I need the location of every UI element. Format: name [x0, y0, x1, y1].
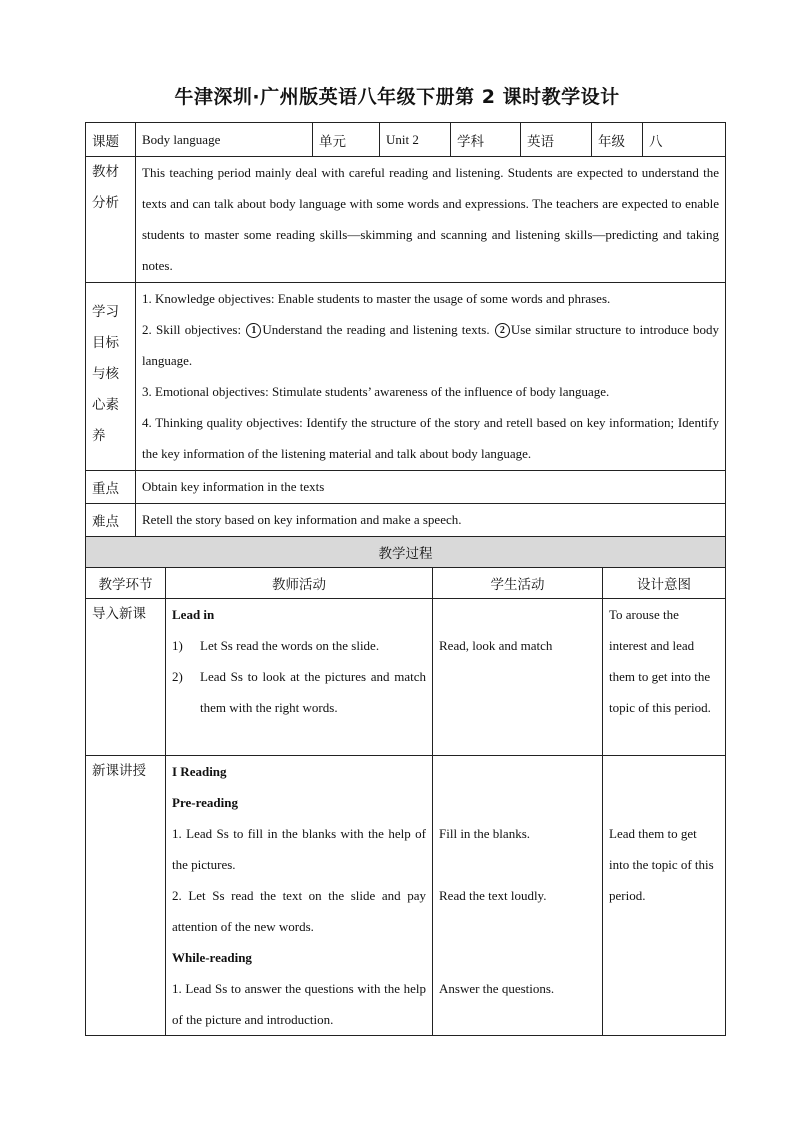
grade-label: 年级 [592, 123, 643, 157]
info-row [86, 123, 726, 157]
analysis-row [86, 157, 726, 283]
subject-value: 英语 [521, 123, 592, 157]
list-item: 2) Lead Ss to look at the pictures and match them with the right words. [172, 669, 426, 715]
objectives-label: 学习 目标 与核 心素 养 [86, 283, 136, 471]
objective-skill: 2. Skill objectives: 1 Understand the reading and listening texts. 2 Use similar structure to introduce body language. [142, 322, 719, 368]
section-heading: I Reading [172, 764, 227, 779]
column-header-row [86, 568, 726, 599]
objective-knowledge: 1. Knowledge objectives: Enable students to master the usage of some words and phrases. [142, 291, 611, 306]
table-row [86, 756, 726, 1036]
col-purpose: 设计意图 [603, 568, 726, 599]
objective-thinking: 4. Thinking quality objectives: Identify the structure of the story and retell based on key information; Identify the key information of the listening material and talk about body language. [142, 415, 719, 461]
list-item: 1) Let Ss read the words on the slide. [172, 638, 380, 653]
col-teacher: 教师活动 [166, 568, 433, 599]
topic-value: Body language [136, 123, 313, 157]
unit-label: 单元 [313, 123, 380, 157]
grade-value: 八 [643, 123, 726, 157]
section-heading: Lead in [172, 607, 215, 622]
process-header: 教学过程 [86, 537, 726, 568]
difficulty-label: 难点 [86, 504, 136, 537]
list-item: 1. Lead Ss to answer the questions with the help of the picture and introduction. [172, 981, 426, 1027]
unit-value: Unit 2 [380, 123, 451, 157]
subsection-heading: While-reading [172, 950, 252, 965]
lesson-info-table [85, 122, 726, 537]
col-stage: 教学环节 [86, 568, 166, 599]
list-item: 2. Let Ss read the text on the slide and pay attention of the new words. [172, 888, 426, 934]
stage-name: 新课讲授 [86, 756, 166, 1036]
key-point-text: Obtain key information in the texts [136, 471, 726, 504]
objectives-row [86, 283, 726, 471]
design-purpose: Lead them to get into the topic of this period. [603, 756, 726, 1036]
document-title: 牛津深圳·广州版英语八年级下册第 2 课时教学设计 [174, 86, 620, 108]
circled-number-1: 1 [246, 323, 261, 338]
analysis-text: This teaching period mainly deal with careful reading and listening. Students are expected to understand the texts and can talk about body language with some words and expressions. The teachers are expected to enable students to master some reading skills—skimming and scanning and listening skills—predicting and taking notes. [136, 157, 726, 283]
stage-name: 导入新课 [86, 599, 166, 756]
topic-label: 课题 [86, 123, 136, 157]
design-purpose: To arouse the interest and lead them to get into the topic of this period. [603, 599, 726, 756]
circled-number-2: 2 [495, 323, 510, 338]
subject-label: 学科 [451, 123, 521, 157]
list-item: 1. Lead Ss to fill in the blanks with the help of the pictures. [172, 826, 426, 872]
key-point-row [86, 471, 726, 504]
analysis-label: 教材 分析 [86, 157, 136, 283]
process-header-row [86, 537, 726, 568]
objectives-text [136, 283, 726, 471]
teacher-activity [166, 756, 433, 1036]
difficulty-text: Retell the story based on key information and make a speech. [136, 504, 726, 537]
subsection-heading: Pre-reading [172, 795, 238, 810]
process-table [85, 536, 726, 1036]
student-activity: Read, look and match [433, 599, 603, 756]
key-point-label: 重点 [86, 471, 136, 504]
objective-emotional: 3. Emotional objectives: Stimulate students’ awareness of the influence of body language. [142, 384, 610, 399]
teacher-activity [166, 599, 433, 756]
col-student: 学生活动 [433, 568, 603, 599]
table-row [86, 599, 726, 756]
student-activity: Fill in the blanks. Read the text loudly. Answer the questions. [433, 756, 603, 1036]
difficulty-row [86, 504, 726, 537]
